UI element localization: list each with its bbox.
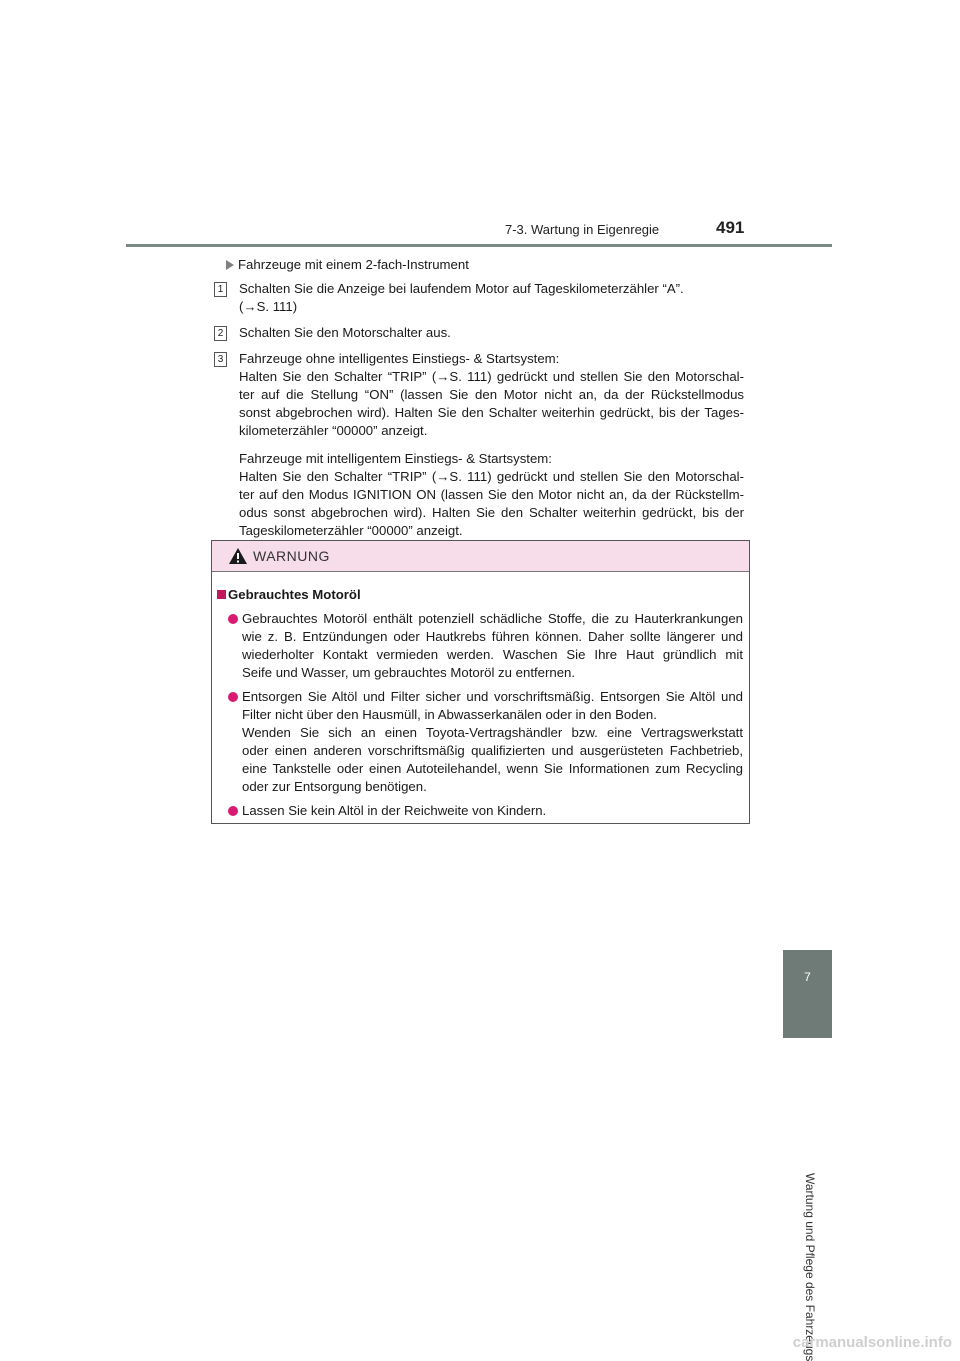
chapter-title: Wartung und Pflege des Fahrzeugs (803, 1173, 817, 1361)
bullet-line: oder zur Entsorgung benötigen. (242, 779, 427, 794)
warning-box (211, 540, 750, 824)
bullet-line: Wenden Sie sich an einen Toyota-Vertragshändler bzw. eine Vertragswerkstatt (242, 725, 743, 740)
step-2 (214, 324, 744, 342)
variant-heading (226, 256, 744, 274)
warning-bullet (217, 802, 743, 820)
step-line: odus sonst abgebrochen wird). Halten Sie den Schalter weiterhin gedrückt, bis der (239, 505, 744, 520)
circle-bullet-icon (228, 692, 238, 702)
bullet-line: Seife und Wasser, um gebrauchtes Motoröl zu entfernen. (242, 665, 576, 680)
chapter-number: 7 (804, 970, 811, 984)
circle-bullet-icon (228, 806, 238, 816)
bullet-line: Filter nicht über den Hausmüll, in Abwasserkanälen oder in den Boden. (242, 707, 657, 722)
warning-title: WARNUNG (253, 548, 330, 564)
bullet-line: Entsorgen Sie Altöl und Filter sicher und vorschriftsmäßig. Entsorgen Sie Altöl und (242, 689, 743, 704)
step-line: sonst abgebrochen wird). Halten Sie den Schalter weiterhin gedrückt, bis der Tages- (239, 405, 744, 420)
step-paragraph (239, 350, 744, 440)
warning-header (212, 541, 749, 572)
step-line: Schalten Sie die Anzeige bei laufendem Motor auf Tageskilometerzähler “A”. (239, 281, 684, 296)
step-line: Fahrzeuge ohne intelligentes Einstiegs- & Startsystem: (239, 351, 560, 366)
warning-body (212, 572, 749, 820)
step-line: Schalten Sie den Motorschalter aus. (239, 325, 451, 340)
warning-topic-text: Gebrauchtes Motoröl (228, 587, 361, 602)
warning-bullet (217, 610, 743, 682)
header-rule (126, 244, 832, 247)
bullet-line: wie z. B. Entzündungen oder Hautkrebs führen können. Daher sollte längerer und (242, 629, 743, 644)
step-line: ter auf die Stellung “ON” (lassen Sie den Motor nicht an, da der Rückstellmodus (239, 387, 744, 402)
bullet-line: oder einen anderen vorschriftsmäßig qualifizierten und ausgerüsteten Fachbetrieb, (242, 743, 743, 758)
bullet-line: Gebrauchtes Motoröl enthält potenziell schädliche Stoffe, die zu Hauterkrankungen (242, 611, 743, 626)
variant-heading-text: Fahrzeuge mit einem 2-fach-Instrument (238, 257, 469, 272)
triangle-right-icon (226, 260, 234, 270)
watermark: carmanualsonline.info (792, 1334, 952, 1351)
section-title: 7-3. Wartung in Eigenregie (505, 222, 660, 237)
step-line: Halten Sie den Schalter “TRIP” (→S. 111) gedrückt und stellen Sie den Motorschal- (239, 469, 744, 484)
step-3 (214, 350, 744, 540)
bullet-line: eine Tankstelle oder einen Autoteilehandel, wenn Sie Informationen zum Recycling (242, 761, 743, 776)
step-number: 2 (214, 326, 227, 341)
step-number: 1 (214, 282, 227, 297)
step-line: Fahrzeuge mit intelligentem Einstiegs- & Startsystem: (239, 451, 552, 466)
step-1 (214, 280, 744, 316)
step-line: ter auf den Modus IGNITION ON (lassen Sie den Motor nicht an, da der Rückstellm- (239, 487, 744, 502)
step-line[interactable]: (→S. 111) (239, 299, 298, 314)
page-number: 491 (716, 218, 745, 237)
warning-triangle-icon (228, 547, 248, 565)
warning-bullet (217, 688, 743, 796)
warning-topic (217, 586, 743, 604)
step-line: Halten Sie den Schalter “TRIP” (→S. 111) gedrückt und stellen Sie den Motorschal- (239, 369, 744, 384)
chapter-tab[interactable] (783, 950, 832, 1038)
step-number: 3 (214, 352, 227, 367)
bullet-line: Lassen Sie kein Altöl in der Reichweite von Kindern. (242, 803, 547, 818)
bullet-line: wiederholter Kontakt vermieden werden. Waschen Sie Ihre Haut gründlich mit (242, 647, 743, 662)
main-content (214, 256, 744, 540)
step-line: Tageskilometerzähler “00000” anzeigt. (239, 523, 463, 538)
step-line: kilometerzähler “00000” anzeigt. (239, 423, 428, 438)
circle-bullet-icon (228, 614, 238, 624)
step-paragraph (239, 450, 744, 540)
square-bullet-icon (217, 590, 226, 599)
